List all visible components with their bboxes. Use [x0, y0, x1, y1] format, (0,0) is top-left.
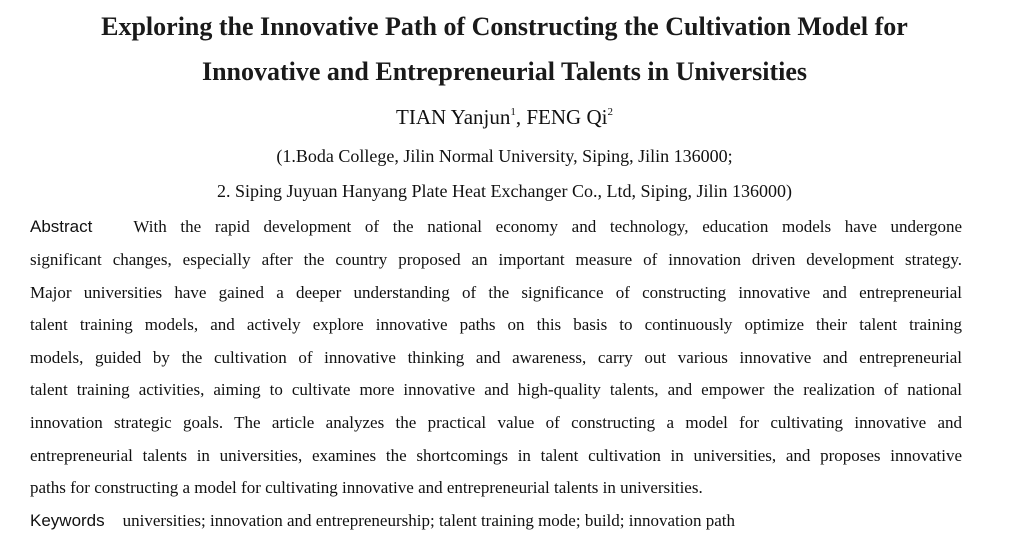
author-name: FENG Qi [526, 105, 608, 129]
abstract-line: significant changes, especially after the country proposed an important measure of innovation driven development strategy. [30, 250, 962, 269]
keywords-line [30, 510, 970, 532]
affiliation-line-2: 2. Siping Juyuan Hanyang Plate Heat Exchanger Co., Ltd, Siping, Jilin 136000) [217, 181, 792, 201]
paper-title-line-1: Exploring the Innovative Path of Constructing the Cultivation Model for [101, 12, 908, 41]
abstract-line: Major universities have gained a deeper understanding of the significance of constructing innovative and entrepreneurial [30, 283, 962, 302]
author-separator: , [515, 105, 527, 129]
keywords-label: Keywords [30, 511, 105, 530]
affiliation-marker: 1 [510, 106, 516, 118]
abstract-line: entrepreneurial talents in universities, examines the shortcomings in talent cultivation in universities, and proposes innovative [30, 446, 962, 465]
abstract-label: Abstract [30, 217, 93, 236]
abstract-text: With the rapid development of the national economy and technology, education models have undergone [133, 217, 963, 236]
affiliation-marker: 2 [607, 106, 613, 118]
keywords-text: universities; innovation and entrepreneurship; talent training mode; build; innovation path [122, 511, 735, 530]
abstract-line: talent training activities, aiming to cultivate more innovative and high-quality talents, and empower the realization of national [30, 380, 962, 399]
abstract-line: paths for constructing a model for cultivating innovative and entrepreneurial talents in universities. [30, 478, 703, 497]
abstract-line: innovation strategic goals. The article analyzes the practical value of constructing a model for cultivating innovative and [30, 413, 962, 432]
author-name: TIAN Yanjun [396, 105, 511, 129]
abstract-line [30, 216, 962, 238]
affiliation-line-1: (1.Boda College, Jilin Normal University, Siping, Jilin 136000; [276, 146, 733, 166]
abstract-line: models, guided by the cultivation of innovative thinking and awareness, carry out various innovative and entrepreneurial [30, 348, 962, 367]
author-list [0, 104, 1009, 130]
abstract-line: talent training models, and actively explore innovative paths on this basis to continuously optimize their talent training [30, 315, 962, 334]
paper-title-line-2: Innovative and Entrepreneurial Talents in Universities [201, 57, 808, 86]
